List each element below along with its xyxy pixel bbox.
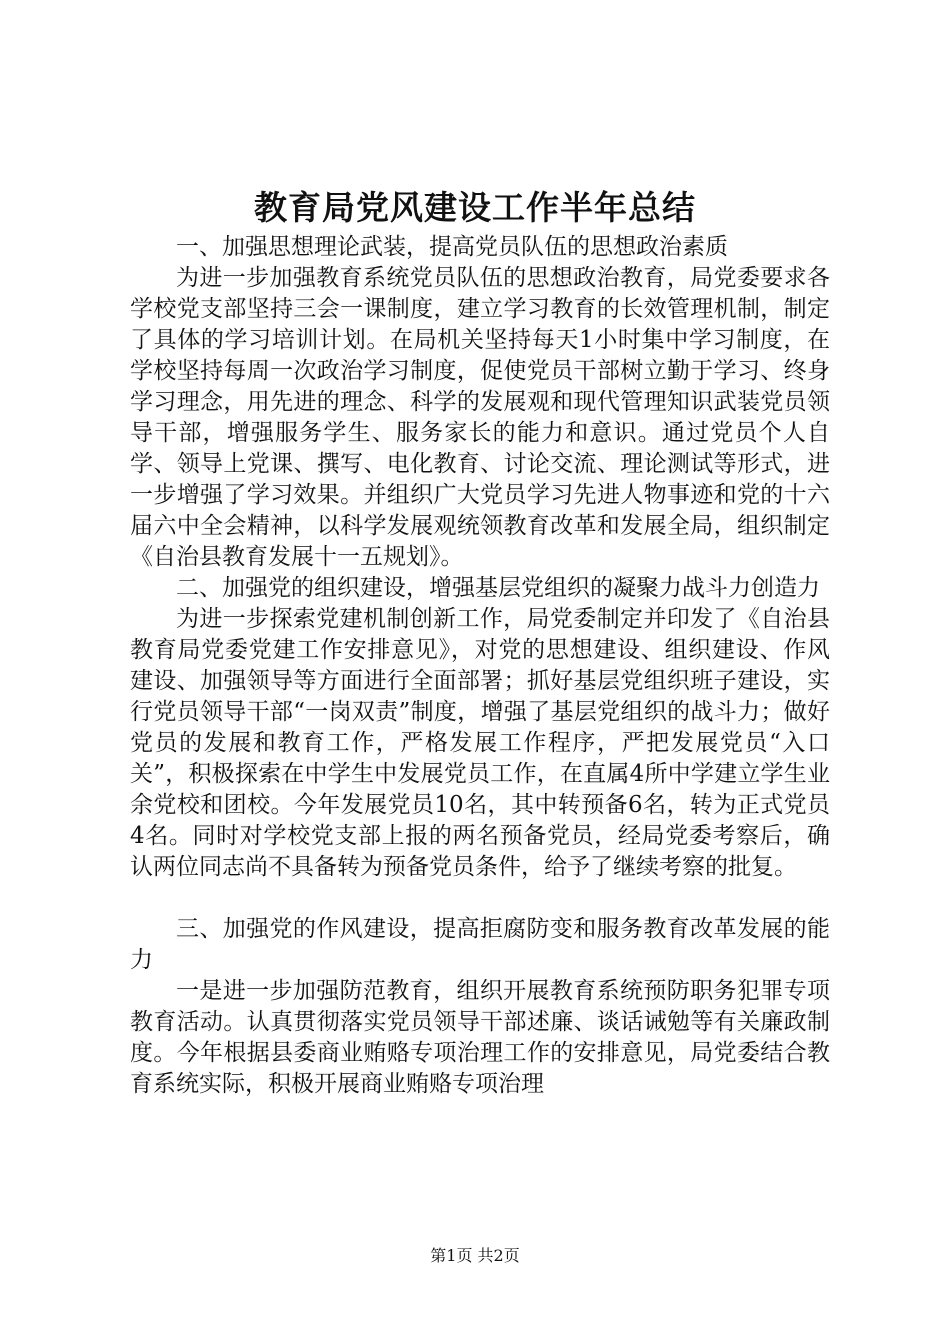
section-heading-3: 三、加强党的作风建设，提高拒腐防变和服务教育改革发展的能力 — [130, 916, 830, 973]
paragraph-3: 一是进一步加强防范教育，组织开展教育系统预防职务犯罪专项教育活动。认真贯彻落实党员领导干部述廉、谈话诫勉等有关廉政制度。今年根据县委商业贿赂专项治理工作的安排意见，局党委结合教育系统实际，积极开展商业贿赂专项治理 — [130, 978, 830, 1097]
page-footer: 第1页 共2页 — [430, 1246, 520, 1265]
section-heading-2: 二、加强党的组织建设，增强基层党组织的凝聚力战斗力创造力 — [176, 575, 820, 601]
paragraph-1: 为进一步加强教育系统党员队伍的思想政治教育，局党委要求各学校党支部坚持三会一课制度，建立学习教育的长效管理机制，制定了具体的学习培训计划。在局机关坚持每天1小时集中学习制度，在学校坚持每周一次政治学习制度，促使党员干部树立勤于学习、终身学习理念，用先进的理念、科学的发展观和现代管理知识武装党员领导干部，增强服务学生、服务家长的能力和意识。通过党员个人自学、领导上党课、撰写、电化教育、讨论交流、理论测试等形式，进一步增强了学习效果。并组织广大党员学习先进人物事迹和党的十六届六中全会精神，以科学发展观统领教育改革和发展全局，组织制定《自治县教育发展十一五规划》。 — [130, 265, 830, 570]
section-heading-1: 一、加强思想理论武装，提高党员队伍的思想政治素质 — [176, 234, 728, 260]
paragraph-2: 为进一步探索党建机制创新工作，局党委制定并印发了《自治县教育局党委党建工作安排意见》，对党的思想建设、组织建设、作风建设、加强领导等方面进行全面部署；抓好基层党组织班子建设，实行党员领导干部“一岗双责”制度，增强了基层党组织的战斗力；做好党员的发展和教育工作，严格发展工作程序，严把发展党员“入口关”，积极探索在中学生中发展党员工作，在直属4所中学建立学生业余党校和团校。今年发展党员10名，其中转预备6名，转为正式党员4名。同时对学校党支部上报的两名预备党员，经局党委考察后，确认两位同志尚不具备转为预备党员条件，给予了继续考察的批复。 — [130, 606, 830, 880]
document-body — [130, 232, 830, 1100]
document-title: 教育局党风建设工作半年总结 — [254, 188, 696, 227]
